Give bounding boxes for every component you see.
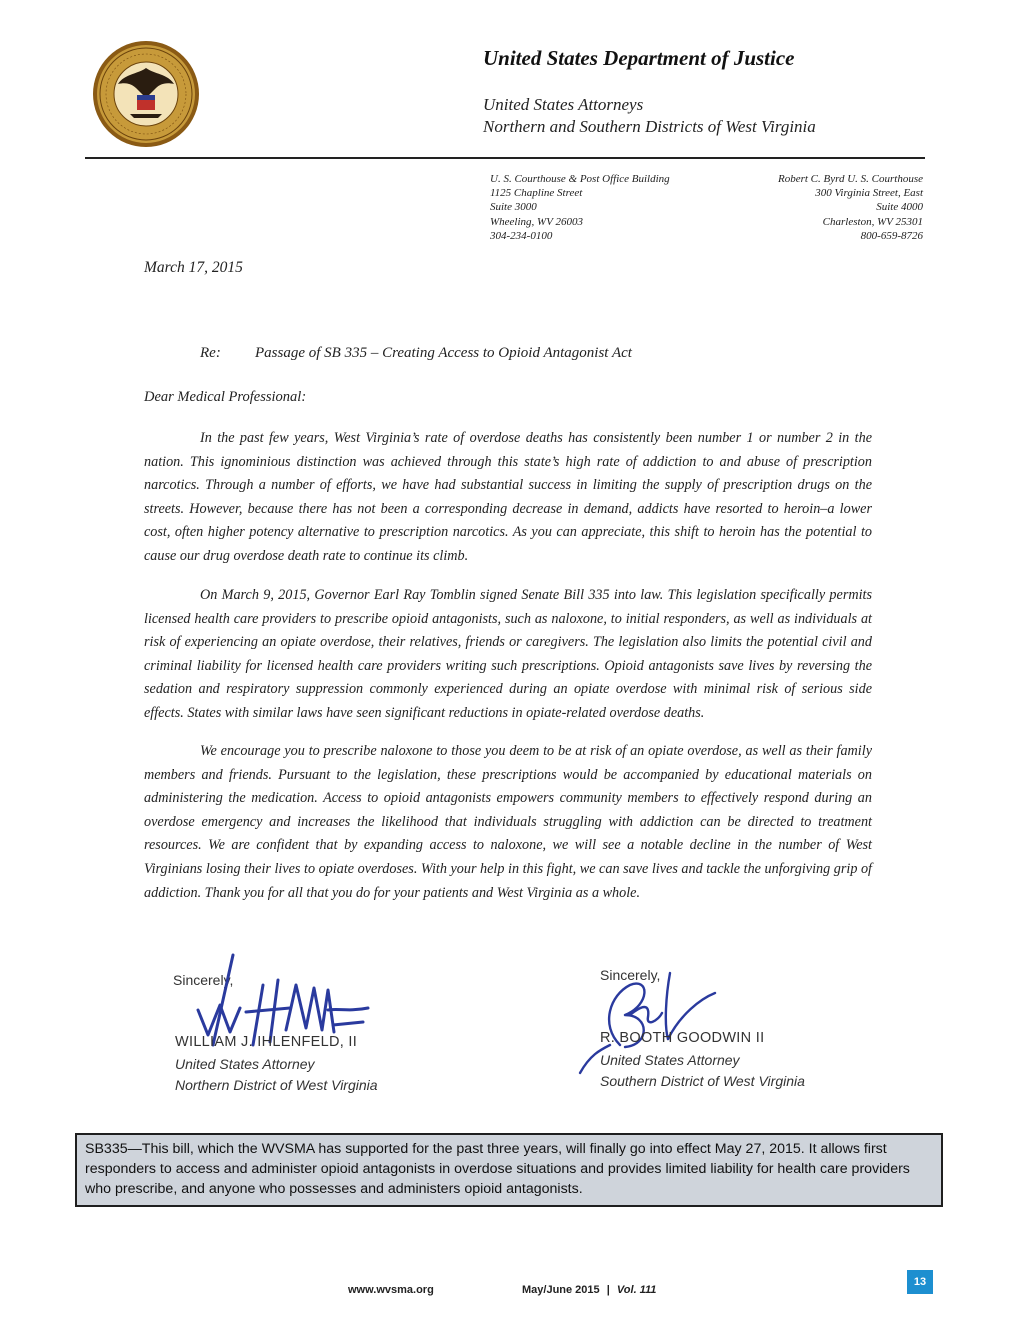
office-subtitle [483, 94, 816, 138]
address-line: 300 Virginia Street, East [815, 187, 923, 200]
signer-name: R. BOOTH GOODWIN II [600, 1030, 765, 1046]
signature-closing: Sincerely, [173, 972, 234, 988]
address-line: 1125 Chapline Street [490, 187, 583, 200]
body-paragraph: We encourage you to prescribe naloxone to those you deem to be at risk of an opiate overdose, as well as their family members and friends. Pursuant to the legislation, these prescriptions would be accompanied by educational materials on administering the medication. Access to opioid antagonists empowers community members to effectively respond during an overdose emergency and increases the likelihood that individuals struggling with addiction can be directed to treatment resources. We are confident that by expanding access to naloxone, we will see a notable decline in the number of West Virginians losing their lives to opiate overdoses. With your help in this fight, we can save lives and tackle the unforgiving grip of addiction. Thank you for all that you do for your patients and West Virginia as a whole. [144, 743, 872, 901]
office-name: United States Attorneys [483, 95, 644, 114]
address-phone: 800-659-8726 [860, 229, 923, 242]
address-line: Robert C. Byrd U. S. Courthouse [777, 173, 923, 185]
address-south [690, 172, 923, 243]
issue-date: May/June 2015 [522, 1284, 600, 1296]
address-line: Suite 3000 [490, 201, 537, 214]
address-phone: 304-234-0100 [490, 229, 553, 242]
signer-title: United States Attorney [600, 1052, 740, 1068]
doj-seal-icon [92, 40, 200, 148]
signer-district: Northern District of West Virginia [175, 1077, 378, 1093]
body-paragraph: On March 9, 2015, Governor Earl Ray Tomblin signed Senate Bill 335 into law. This legislation specifically permits licensed health care providers to prescribe opioid antagonists, such as naloxone, to initial responders, as well as individuals at risk of experiencing an opiate overdose, their relatives, friends or caregivers. The legislation also limits the potential civil and criminal liability for licensed health care providers writing such prescriptions. Opioid antagonists save lives by reversing the sedation and respiratory suppression commonly experienced during an opiate overdose with minimal risk of serious side effects. States with similar laws have seen significant reductions in opiate-related overdose deaths. [144, 587, 872, 721]
header-rule [85, 157, 925, 159]
address-line: Charleston, WV 25301 [822, 215, 923, 228]
districts-name: Northern and Southern Districts of West Virginia [483, 117, 816, 136]
signature-closing: Sincerely, [600, 967, 661, 983]
signer-name: WILLIAM J. IHLENFELD, II [175, 1034, 358, 1050]
salutation: Dear Medical Professional: [144, 389, 307, 405]
address-line: Wheeling, WV 26003 [490, 215, 583, 228]
footer-issue [522, 1284, 656, 1296]
sb335-callout: SB335—This bill, which the WVSMA has supported for the past three years, will finally go into effect May 27, 2015. It allows first responders to access and administer opioid antagonists in overdose situations and provides limited liability for health care providers who prescribe, and anyone who possesses and administers opioid antagonists. [75, 1133, 943, 1207]
signer-title: United States Attorney [175, 1056, 315, 1072]
address-line: Suite 4000 [876, 201, 923, 214]
department-title: United States Department of Justice [483, 46, 795, 70]
letter-date: March 17, 2015 [144, 259, 243, 276]
footer-website: www.wvsma.org [348, 1284, 434, 1296]
re-label: Re: [200, 345, 221, 361]
page-number-badge: 13 [907, 1270, 933, 1294]
signer-district: Southern District of West Virginia [600, 1073, 805, 1089]
address-line: U. S. Courthouse & Post Office Building [490, 173, 670, 185]
body-paragraph: In the past few years, West Virginia’s rate of overdose deaths has consistently been number 1 or number 2 in the nation. This ignominious distinction was achieved through this state’s high rate of addiction to and abuse of prescription narcotics. Through a number of efforts, we have had substantial success in limiting the supply of prescription drugs on the streets. However, because there has not been a corresponding decrease in demand, addicts have resorted to heroin–a lower cost, often higher potency alternative to prescription narcotics. As you can appreciate, this shift to heroin has the potential to cause our drug overdose death rate to continue its climb. [144, 430, 872, 564]
re-subject: Passage of SB 335 – Creating Access to Opioid Antagonist Act [255, 345, 632, 361]
issue-volume: Vol. 111 [616, 1284, 657, 1296]
footer-separator: | [606, 1284, 610, 1296]
